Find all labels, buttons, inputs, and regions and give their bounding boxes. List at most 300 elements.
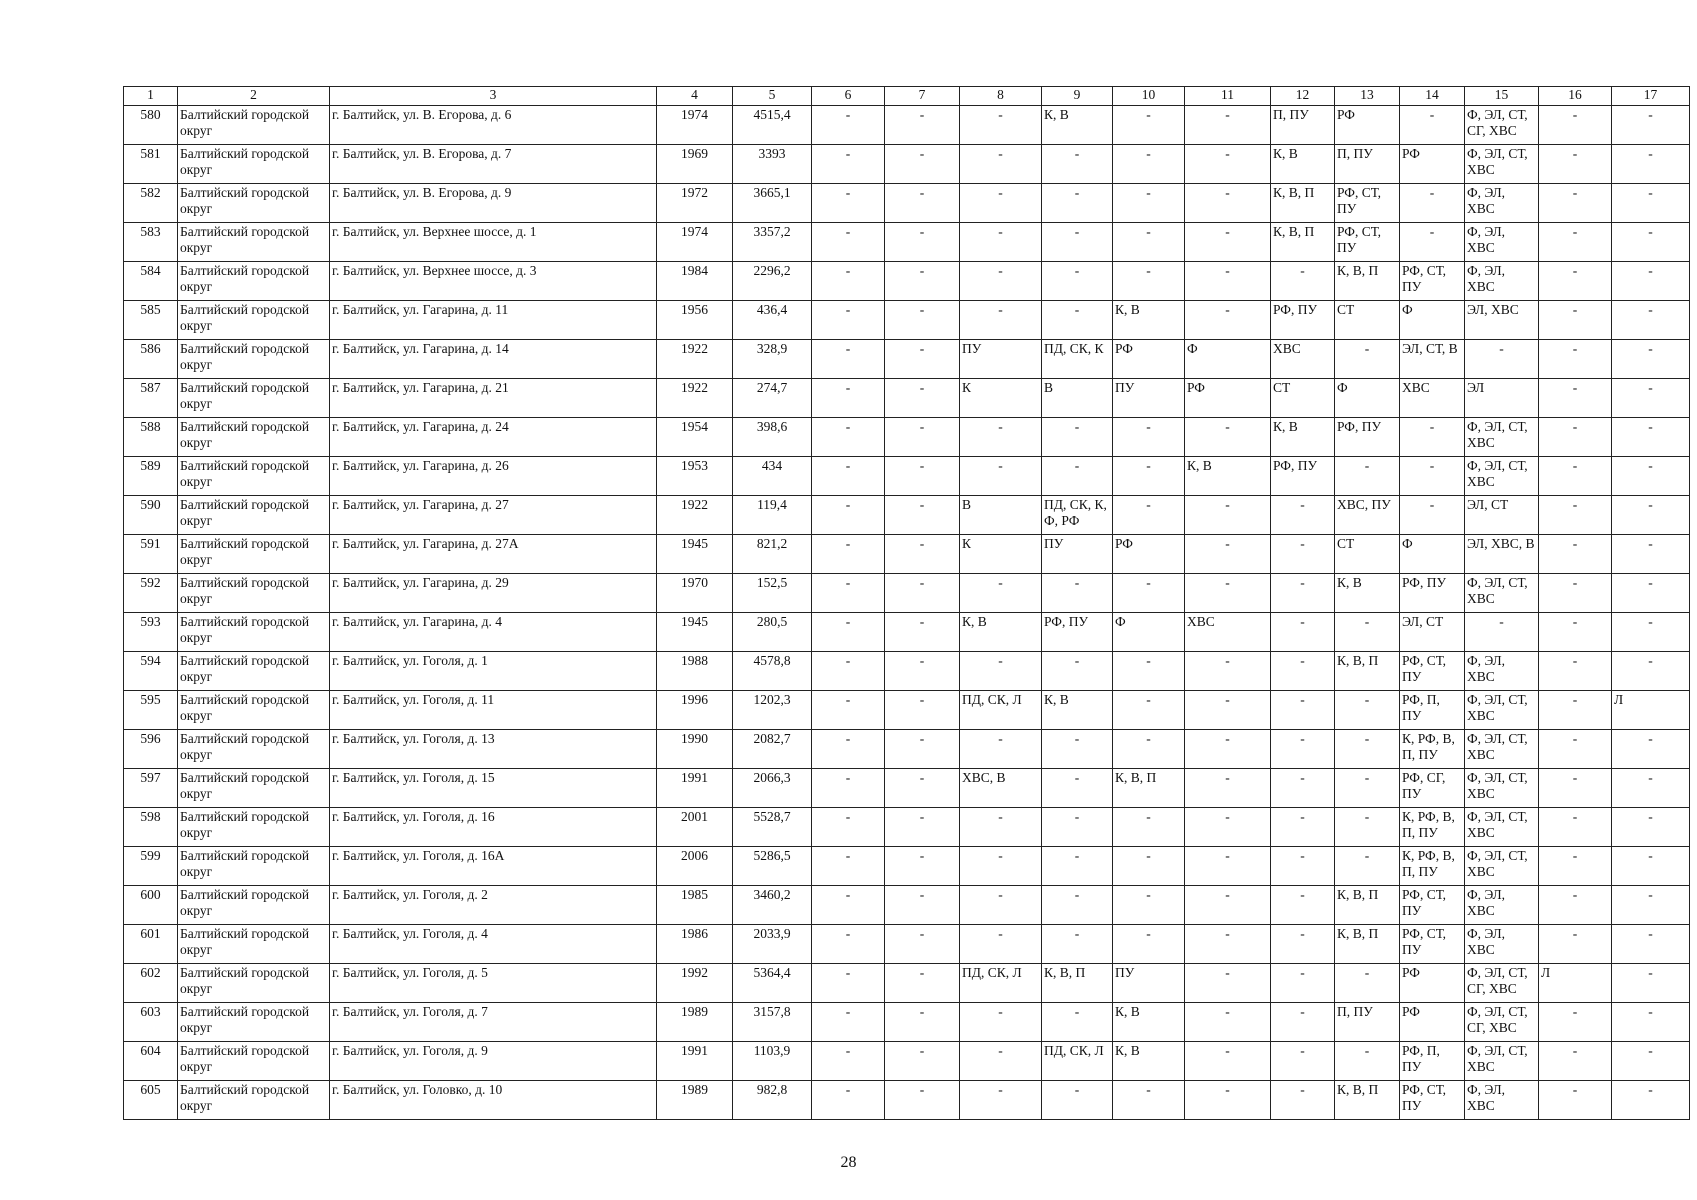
column-header-4: 4 xyxy=(657,87,733,106)
table-cell-col-13: К, В xyxy=(1335,574,1400,613)
table-cell-col-12: - xyxy=(1271,1042,1335,1081)
table-cell-col-14: РФ, П, ПУ xyxy=(1400,1042,1465,1081)
table-cell-col-9: - xyxy=(1042,301,1113,340)
table-cell-col-6: - xyxy=(812,418,885,457)
table-cell-col-16: - xyxy=(1539,730,1612,769)
table-cell-col-6: - xyxy=(812,925,885,964)
table-cell-col-8: - xyxy=(960,301,1042,340)
table-cell-col-10: - xyxy=(1113,730,1185,769)
table-cell-col-5: 328,9 xyxy=(733,340,812,379)
table-cell-col-4: 1972 xyxy=(657,184,733,223)
table-cell-col-13: ХВС, ПУ xyxy=(1335,496,1400,535)
table-cell-col-9: - xyxy=(1042,847,1113,886)
table-cell-col-4: 1986 xyxy=(657,925,733,964)
table-cell-col-14: - xyxy=(1400,418,1465,457)
table-cell-col-17: - xyxy=(1612,1081,1690,1120)
table-cell-col-9: - xyxy=(1042,730,1113,769)
table-cell-col-16: - xyxy=(1539,379,1612,418)
table-cell-col-7: - xyxy=(885,691,960,730)
table-cell-col-8: - xyxy=(960,223,1042,262)
table-cell-col-9: - xyxy=(1042,262,1113,301)
table-cell-col-15: Ф, ЭЛ, СТ, СГ, ХВС xyxy=(1465,106,1539,145)
table-cell-col-8: - xyxy=(960,145,1042,184)
table-cell-col-16: - xyxy=(1539,223,1612,262)
table-cell-col-5: 821,2 xyxy=(733,535,812,574)
table-cell-col-17: - xyxy=(1612,106,1690,145)
table-cell-col-8: - xyxy=(960,262,1042,301)
table-cell-col-3: г. Балтийск, ул. Гоголя, д. 11 xyxy=(330,691,657,730)
table-cell-col-9: - xyxy=(1042,886,1113,925)
table-cell-col-9: - xyxy=(1042,223,1113,262)
table-row xyxy=(124,457,1690,496)
table-cell-col-16: - xyxy=(1539,691,1612,730)
table-cell-col-15: Ф, ЭЛ, СТ, ХВС xyxy=(1465,769,1539,808)
table-cell-col-8: - xyxy=(960,808,1042,847)
table-cell-col-6: - xyxy=(812,340,885,379)
table-cell-col-11: Ф xyxy=(1185,340,1271,379)
table-cell-col-1: 584 xyxy=(124,262,178,301)
table-cell-col-6: - xyxy=(812,574,885,613)
table-cell-col-16: - xyxy=(1539,184,1612,223)
table-cell-col-7: - xyxy=(885,769,960,808)
table-cell-col-17: - xyxy=(1612,457,1690,496)
table-cell-col-5: 3665,1 xyxy=(733,184,812,223)
table-cell-col-10: РФ xyxy=(1113,340,1185,379)
table-cell-col-12: - xyxy=(1271,262,1335,301)
table-row xyxy=(124,847,1690,886)
table-cell-col-2: Балтийский городской округ xyxy=(178,301,330,340)
table-cell-col-10: К, В xyxy=(1113,1003,1185,1042)
table-cell-col-15: Ф, ЭЛ, ХВС xyxy=(1465,262,1539,301)
table-row xyxy=(124,574,1690,613)
table-row xyxy=(124,808,1690,847)
table-cell-col-13: К, В, П xyxy=(1335,652,1400,691)
table-cell-col-5: 1202,3 xyxy=(733,691,812,730)
table-cell-col-1: 596 xyxy=(124,730,178,769)
table-cell-col-13: К, В, П xyxy=(1335,925,1400,964)
table-cell-col-17: - xyxy=(1612,847,1690,886)
table-cell-col-5: 2296,2 xyxy=(733,262,812,301)
table-cell-col-9: - xyxy=(1042,808,1113,847)
table-cell-col-13: РФ xyxy=(1335,106,1400,145)
table-cell-col-2: Балтийский городской округ xyxy=(178,1003,330,1042)
column-header-14: 14 xyxy=(1400,87,1465,106)
table-cell-col-10: - xyxy=(1113,457,1185,496)
table-cell-col-3: г. Балтийск, ул. Гоголя, д. 1 xyxy=(330,652,657,691)
table-cell-col-7: - xyxy=(885,808,960,847)
table-cell-col-1: 594 xyxy=(124,652,178,691)
table-cell-col-10: - xyxy=(1113,847,1185,886)
table-cell-col-14: ЭЛ, СТ xyxy=(1400,613,1465,652)
table-cell-col-10: - xyxy=(1113,1081,1185,1120)
table-cell-col-6: - xyxy=(812,1042,885,1081)
table-cell-col-9: - xyxy=(1042,145,1113,184)
table-cell-col-5: 2066,3 xyxy=(733,769,812,808)
table-cell-col-13: П, ПУ xyxy=(1335,145,1400,184)
table-cell-col-6: - xyxy=(812,1003,885,1042)
table-cell-col-16: - xyxy=(1539,1081,1612,1120)
table-cell-col-7: - xyxy=(885,1042,960,1081)
table-cell-col-12: РФ, ПУ xyxy=(1271,457,1335,496)
table-cell-col-4: 1956 xyxy=(657,301,733,340)
table-cell-col-2: Балтийский городской округ xyxy=(178,535,330,574)
table-cell-col-5: 119,4 xyxy=(733,496,812,535)
table-cell-col-14: РФ, СТ, ПУ xyxy=(1400,1081,1465,1120)
table-cell-col-11: - xyxy=(1185,1042,1271,1081)
table-cell-col-1: 587 xyxy=(124,379,178,418)
table-cell-col-8: В xyxy=(960,496,1042,535)
table-cell-col-2: Балтийский городской округ xyxy=(178,574,330,613)
table-cell-col-3: г. Балтийск, ул. В. Егорова, д. 7 xyxy=(330,145,657,184)
table-cell-col-17: - xyxy=(1612,418,1690,457)
table-cell-col-7: - xyxy=(885,262,960,301)
table-cell-col-12: П, ПУ xyxy=(1271,106,1335,145)
table-cell-col-13: - xyxy=(1335,847,1400,886)
table-cell-col-2: Балтийский городской округ xyxy=(178,223,330,262)
table-row xyxy=(124,769,1690,808)
table-cell-col-4: 2006 xyxy=(657,847,733,886)
table-cell-col-4: 1989 xyxy=(657,1081,733,1120)
table-cell-col-3: г. Балтийск, ул. Гоголя, д. 5 xyxy=(330,964,657,1003)
table-row xyxy=(124,379,1690,418)
table-cell-col-8: - xyxy=(960,925,1042,964)
table-cell-col-4: 1969 xyxy=(657,145,733,184)
table-cell-col-3: г. Балтийск, ул. Верхнее шоссе, д. 3 xyxy=(330,262,657,301)
table-cell-col-5: 436,4 xyxy=(733,301,812,340)
table-cell-col-8: - xyxy=(960,106,1042,145)
table-cell-col-4: 1945 xyxy=(657,613,733,652)
table-cell-col-8: - xyxy=(960,574,1042,613)
table-cell-col-16: - xyxy=(1539,769,1612,808)
table-cell-col-10: - xyxy=(1113,691,1185,730)
table-cell-col-13: К, В, П xyxy=(1335,1081,1400,1120)
table-cell-col-15: Ф, ЭЛ, СТ, ХВС xyxy=(1465,145,1539,184)
table-cell-col-5: 152,5 xyxy=(733,574,812,613)
table-cell-col-1: 580 xyxy=(124,106,178,145)
table-row xyxy=(124,886,1690,925)
table-cell-col-10: ПУ xyxy=(1113,379,1185,418)
table-cell-col-14: РФ, СТ, ПУ xyxy=(1400,262,1465,301)
table-row xyxy=(124,145,1690,184)
table-cell-col-16: - xyxy=(1539,613,1612,652)
table-cell-col-5: 2082,7 xyxy=(733,730,812,769)
table-cell-col-10: - xyxy=(1113,574,1185,613)
table-row xyxy=(124,691,1690,730)
table-cell-col-5: 2033,9 xyxy=(733,925,812,964)
table-cell-col-3: г. Балтийск, ул. Гоголя, д. 13 xyxy=(330,730,657,769)
table-row xyxy=(124,301,1690,340)
table-cell-col-16: - xyxy=(1539,1042,1612,1081)
table-cell-col-7: - xyxy=(885,301,960,340)
table-cell-col-12: К, В xyxy=(1271,145,1335,184)
table-cell-col-17: - xyxy=(1612,808,1690,847)
table-cell-col-14: РФ xyxy=(1400,145,1465,184)
table-cell-col-10: ПУ xyxy=(1113,964,1185,1003)
table-cell-col-15: Ф, ЭЛ, ХВС xyxy=(1465,223,1539,262)
table-cell-col-15: ЭЛ, СТ xyxy=(1465,496,1539,535)
table-cell-col-11: - xyxy=(1185,1003,1271,1042)
table-cell-col-2: Балтийский городской округ xyxy=(178,730,330,769)
column-header-8: 8 xyxy=(960,87,1042,106)
table-cell-col-8: - xyxy=(960,730,1042,769)
table-cell-col-2: Балтийский городской округ xyxy=(178,691,330,730)
table-cell-col-1: 595 xyxy=(124,691,178,730)
column-header-12: 12 xyxy=(1271,87,1335,106)
table-cell-col-7: - xyxy=(885,1081,960,1120)
column-header-2: 2 xyxy=(178,87,330,106)
table-cell-col-12: - xyxy=(1271,769,1335,808)
table-cell-col-14: - xyxy=(1400,457,1465,496)
table-cell-col-11: - xyxy=(1185,808,1271,847)
table-row xyxy=(124,613,1690,652)
table-cell-col-14: РФ, СГ, ПУ xyxy=(1400,769,1465,808)
table-cell-col-15: ЭЛ xyxy=(1465,379,1539,418)
table-cell-col-12: РФ, ПУ xyxy=(1271,301,1335,340)
table-cell-col-3: г. Балтийск, ул. Гагарина, д. 14 xyxy=(330,340,657,379)
table-cell-col-5: 5286,5 xyxy=(733,847,812,886)
table-cell-col-11: - xyxy=(1185,925,1271,964)
table-cell-col-3: г. Балтийск, ул. Гагарина, д. 26 xyxy=(330,457,657,496)
table-cell-col-16: - xyxy=(1539,847,1612,886)
table-cell-col-3: г. Балтийск, ул. Гоголя, д. 16А xyxy=(330,847,657,886)
table-cell-col-2: Балтийский городской округ xyxy=(178,808,330,847)
column-header-5: 5 xyxy=(733,87,812,106)
table-row xyxy=(124,925,1690,964)
table-cell-col-12: К, В, П xyxy=(1271,184,1335,223)
table-cell-col-11: - xyxy=(1185,535,1271,574)
table-cell-col-1: 592 xyxy=(124,574,178,613)
table-cell-col-7: - xyxy=(885,184,960,223)
table-cell-col-6: - xyxy=(812,457,885,496)
table-cell-col-9: - xyxy=(1042,1081,1113,1120)
table-cell-col-3: г. Балтийск, ул. Гагарина, д. 24 xyxy=(330,418,657,457)
table-cell-col-2: Балтийский городской округ xyxy=(178,1081,330,1120)
table-cell-col-17: - xyxy=(1612,145,1690,184)
table-cell-col-9: - xyxy=(1042,652,1113,691)
table-cell-col-5: 274,7 xyxy=(733,379,812,418)
table-cell-col-12: - xyxy=(1271,691,1335,730)
table-cell-col-7: - xyxy=(885,886,960,925)
table-cell-col-12: - xyxy=(1271,496,1335,535)
table-cell-col-10: - xyxy=(1113,808,1185,847)
table-cell-col-16: - xyxy=(1539,145,1612,184)
table-cell-col-6: - xyxy=(812,613,885,652)
table-cell-col-16: - xyxy=(1539,301,1612,340)
table-row xyxy=(124,730,1690,769)
table-cell-col-8: К, В xyxy=(960,613,1042,652)
table-cell-col-9: - xyxy=(1042,457,1113,496)
table-cell-col-9: - xyxy=(1042,184,1113,223)
table-cell-col-4: 1990 xyxy=(657,730,733,769)
table-cell-col-10: - xyxy=(1113,223,1185,262)
table-cell-col-11: - xyxy=(1185,652,1271,691)
table-cell-col-13: СТ xyxy=(1335,535,1400,574)
table-cell-col-5: 982,8 xyxy=(733,1081,812,1120)
table-cell-col-16: - xyxy=(1539,652,1612,691)
table-cell-col-12: ХВС xyxy=(1271,340,1335,379)
table-cell-col-14: - xyxy=(1400,106,1465,145)
table-cell-col-6: - xyxy=(812,808,885,847)
table-cell-col-10: К, В xyxy=(1113,1042,1185,1081)
table-cell-col-14: К, РФ, В, П, ПУ xyxy=(1400,730,1465,769)
table-cell-col-16: Л xyxy=(1539,964,1612,1003)
table-cell-col-16: - xyxy=(1539,340,1612,379)
table-cell-col-8: - xyxy=(960,1081,1042,1120)
table-cell-col-2: Балтийский городской округ xyxy=(178,613,330,652)
table-row xyxy=(124,1003,1690,1042)
table-cell-col-17: - xyxy=(1612,379,1690,418)
table-cell-col-11: - xyxy=(1185,145,1271,184)
table-cell-col-17: - xyxy=(1612,769,1690,808)
table-cell-col-8: ХВС, В xyxy=(960,769,1042,808)
table-cell-col-12: - xyxy=(1271,535,1335,574)
table-row xyxy=(124,1081,1690,1120)
table-cell-col-11: - xyxy=(1185,262,1271,301)
table-cell-col-6: - xyxy=(812,535,885,574)
table-cell-col-4: 1922 xyxy=(657,379,733,418)
table-cell-col-16: - xyxy=(1539,808,1612,847)
table-cell-col-3: г. Балтийск, ул. Гоголя, д. 4 xyxy=(330,925,657,964)
table-cell-col-6: - xyxy=(812,184,885,223)
table-cell-col-7: - xyxy=(885,106,960,145)
column-header-7: 7 xyxy=(885,87,960,106)
table-cell-col-14: РФ, СТ, ПУ xyxy=(1400,652,1465,691)
table-cell-col-12: К, В xyxy=(1271,418,1335,457)
table-cell-col-4: 1988 xyxy=(657,652,733,691)
table-cell-col-17: - xyxy=(1612,964,1690,1003)
column-header-9: 9 xyxy=(1042,87,1113,106)
table-cell-col-3: г. Балтийск, ул. В. Егорова, д. 9 xyxy=(330,184,657,223)
table-cell-col-11: - xyxy=(1185,574,1271,613)
table-cell-col-17: - xyxy=(1612,925,1690,964)
table-row xyxy=(124,184,1690,223)
table-cell-col-2: Балтийский городской округ xyxy=(178,418,330,457)
table-row xyxy=(124,262,1690,301)
table-cell-col-3: г. Балтийск, ул. Гоголя, д. 2 xyxy=(330,886,657,925)
table-cell-col-6: - xyxy=(812,145,885,184)
table-cell-col-3: г. Балтийск, ул. Гагарина, д. 27А xyxy=(330,535,657,574)
table-cell-col-7: - xyxy=(885,145,960,184)
table-cell-col-4: 1974 xyxy=(657,223,733,262)
table-cell-col-17: - xyxy=(1612,184,1690,223)
table-cell-col-1: 589 xyxy=(124,457,178,496)
table-cell-col-2: Балтийский городской округ xyxy=(178,145,330,184)
table-cell-col-11: - xyxy=(1185,496,1271,535)
table-cell-col-9: - xyxy=(1042,1003,1113,1042)
table-cell-col-12: - xyxy=(1271,1081,1335,1120)
table-cell-col-6: - xyxy=(812,106,885,145)
table-cell-col-12: - xyxy=(1271,613,1335,652)
table-cell-col-8: - xyxy=(960,886,1042,925)
table-cell-col-3: г. Балтийск, ул. Гагарина, д. 11 xyxy=(330,301,657,340)
table-cell-col-16: - xyxy=(1539,886,1612,925)
table-cell-col-2: Балтийский городской округ xyxy=(178,769,330,808)
table-cell-col-2: Балтийский городской округ xyxy=(178,262,330,301)
table-cell-col-6: - xyxy=(812,223,885,262)
table-cell-col-6: - xyxy=(812,964,885,1003)
table-cell-col-10: - xyxy=(1113,106,1185,145)
table-cell-col-5: 434 xyxy=(733,457,812,496)
table-cell-col-17: Л xyxy=(1612,691,1690,730)
table-cell-col-15: Ф, ЭЛ, СТ, ХВС xyxy=(1465,730,1539,769)
table-cell-col-16: - xyxy=(1539,457,1612,496)
table-cell-col-6: - xyxy=(812,886,885,925)
table-cell-col-1: 588 xyxy=(124,418,178,457)
table-cell-col-15: Ф, ЭЛ, СТ, ХВС xyxy=(1465,418,1539,457)
column-header-1: 1 xyxy=(124,87,178,106)
table-cell-col-16: - xyxy=(1539,418,1612,457)
table-cell-col-8: - xyxy=(960,418,1042,457)
table-cell-col-16: - xyxy=(1539,106,1612,145)
table-cell-col-7: - xyxy=(885,418,960,457)
table-row xyxy=(124,535,1690,574)
column-header-6: 6 xyxy=(812,87,885,106)
table-cell-col-14: РФ xyxy=(1400,1003,1465,1042)
table-cell-col-17: - xyxy=(1612,223,1690,262)
table-cell-col-5: 4578,8 xyxy=(733,652,812,691)
table-cell-col-7: - xyxy=(885,964,960,1003)
table-cell-col-7: - xyxy=(885,1003,960,1042)
table-cell-col-8: К xyxy=(960,379,1042,418)
table-cell-col-13: К, В, П xyxy=(1335,886,1400,925)
table-row xyxy=(124,106,1690,145)
table-cell-col-5: 1103,9 xyxy=(733,1042,812,1081)
table-cell-col-3: г. Балтийск, ул. Гагарина, д. 21 xyxy=(330,379,657,418)
table-cell-col-14: РФ xyxy=(1400,964,1465,1003)
column-header-16: 16 xyxy=(1539,87,1612,106)
table-cell-col-12: - xyxy=(1271,964,1335,1003)
table-cell-col-1: 605 xyxy=(124,1081,178,1120)
table-row xyxy=(124,964,1690,1003)
table-cell-col-14: - xyxy=(1400,223,1465,262)
table-cell-col-11: - xyxy=(1185,847,1271,886)
table-cell-col-4: 1985 xyxy=(657,886,733,925)
table-cell-col-10: - xyxy=(1113,418,1185,457)
table-cell-col-2: Балтийский городской округ xyxy=(178,106,330,145)
table-cell-col-15: Ф, ЭЛ, СТ, ХВС xyxy=(1465,847,1539,886)
table-cell-col-13: - xyxy=(1335,1042,1400,1081)
table-cell-col-8: ПД, СК, Л xyxy=(960,691,1042,730)
table-cell-col-14: Ф xyxy=(1400,535,1465,574)
table-cell-col-1: 599 xyxy=(124,847,178,886)
table-cell-col-17: - xyxy=(1612,730,1690,769)
table-cell-col-4: 1989 xyxy=(657,1003,733,1042)
table-cell-col-14: К, РФ, В, П, ПУ xyxy=(1400,808,1465,847)
table-cell-col-17: - xyxy=(1612,574,1690,613)
table-cell-col-5: 4515,4 xyxy=(733,106,812,145)
table-cell-col-2: Балтийский городской округ xyxy=(178,457,330,496)
table-cell-col-7: - xyxy=(885,925,960,964)
table-cell-col-3: г. Балтийск, ул. Головко, д. 10 xyxy=(330,1081,657,1120)
page-number: 28 xyxy=(840,1154,857,1171)
table-cell-col-15: Ф, ЭЛ, СТ, СГ, ХВС xyxy=(1465,1003,1539,1042)
table-cell-col-9: - xyxy=(1042,418,1113,457)
table-cell-col-1: 582 xyxy=(124,184,178,223)
table-cell-col-9: К, В, П xyxy=(1042,964,1113,1003)
table-cell-col-15: - xyxy=(1465,340,1539,379)
table-cell-col-15: Ф, ЭЛ, СТ, ХВС xyxy=(1465,691,1539,730)
table-cell-col-15: ЭЛ, ХВС, В xyxy=(1465,535,1539,574)
table-cell-col-9: - xyxy=(1042,769,1113,808)
table-cell-col-4: 1974 xyxy=(657,106,733,145)
table-cell-col-15: Ф, ЭЛ, ХВС xyxy=(1465,652,1539,691)
table-cell-col-7: - xyxy=(885,574,960,613)
table-cell-col-13: П, ПУ xyxy=(1335,1003,1400,1042)
table-cell-col-4: 2001 xyxy=(657,808,733,847)
table-cell-col-13: - xyxy=(1335,808,1400,847)
table-cell-col-11: - xyxy=(1185,184,1271,223)
table-cell-col-3: г. Балтийск, ул. Гоголя, д. 7 xyxy=(330,1003,657,1042)
